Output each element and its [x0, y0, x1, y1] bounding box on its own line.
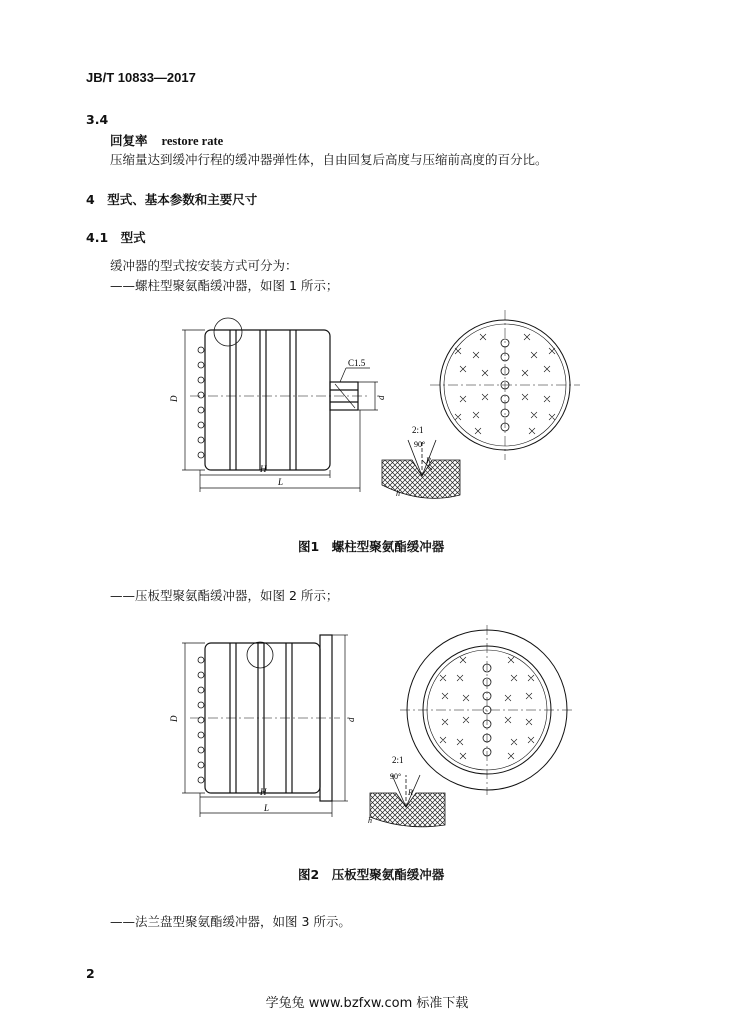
fig1-label-h: h: [396, 489, 400, 498]
term-definition: 压缩量达到缓冲行程的缓冲器弹性体，自由回复后高度与压缩前高度的百分比。: [110, 152, 548, 167]
figure-1-caption: 图1 螺柱型聚氨酯缓冲器: [298, 539, 445, 554]
fig2-label-d: d: [346, 717, 356, 722]
term-title: [110, 131, 223, 149]
fig1-label-L: L: [278, 477, 284, 487]
type-item-1: ——螺柱型聚氨酯缓冲器，如图 1 所示；: [110, 278, 339, 293]
fig2-label-angle: 90°: [390, 772, 402, 781]
fig1-label-R: R: [426, 456, 431, 465]
fig1-dimensions: [182, 330, 378, 492]
section-4-heading: 4 型式、基本参数和主要尺寸: [86, 192, 258, 207]
document-code: JB/T 10833—2017: [86, 70, 196, 85]
figure-2-drawing: [160, 625, 600, 830]
fig1-label-H: H: [260, 464, 267, 474]
figure-2-caption: 图2 压板型聚氨酯缓冲器: [298, 867, 445, 882]
section-4-1-heading: 4.1 型式: [86, 230, 146, 245]
term-en: restore rate: [161, 134, 224, 148]
fig1-label-d: d: [376, 395, 386, 400]
fig2-label-L: L: [264, 803, 270, 813]
footer-watermark: 学兔兔 www.bzfxw.com 标准下载: [265, 996, 469, 1011]
fig1-end-view: [430, 310, 580, 460]
fig2-side-view: [190, 635, 340, 801]
fig2-label-h: h: [368, 816, 372, 825]
fig2-detail: [370, 775, 445, 827]
fig2-label-scale: 2:1: [392, 755, 404, 765]
fig2-label-R: R: [408, 788, 413, 797]
type-item-3: ——法兰盘型聚氨酯缓冲器，如图 3 所示。: [110, 914, 351, 929]
term-zh: 回复率: [110, 133, 148, 148]
fig1-side-view: [190, 318, 370, 470]
page-number: 2: [86, 966, 95, 981]
section-3-4-number: 3.4: [86, 112, 109, 127]
fig2-label-H: H: [260, 787, 267, 797]
fig2-end-view: [400, 625, 574, 795]
fig1-label-D: D: [169, 395, 179, 402]
fig1-label-chamfer: C1.5: [348, 358, 366, 368]
types-intro: 缓冲器的型式按安装方式可分为：: [110, 258, 298, 273]
fig1-label-scale: 2:1: [412, 425, 424, 435]
fig1-label-angle: 90°: [414, 440, 426, 449]
figure-1-drawing: [160, 310, 600, 510]
type-item-2: ——压板型聚氨酯缓冲器，如图 2 所示；: [110, 588, 339, 603]
fig2-label-D: D: [169, 715, 179, 722]
